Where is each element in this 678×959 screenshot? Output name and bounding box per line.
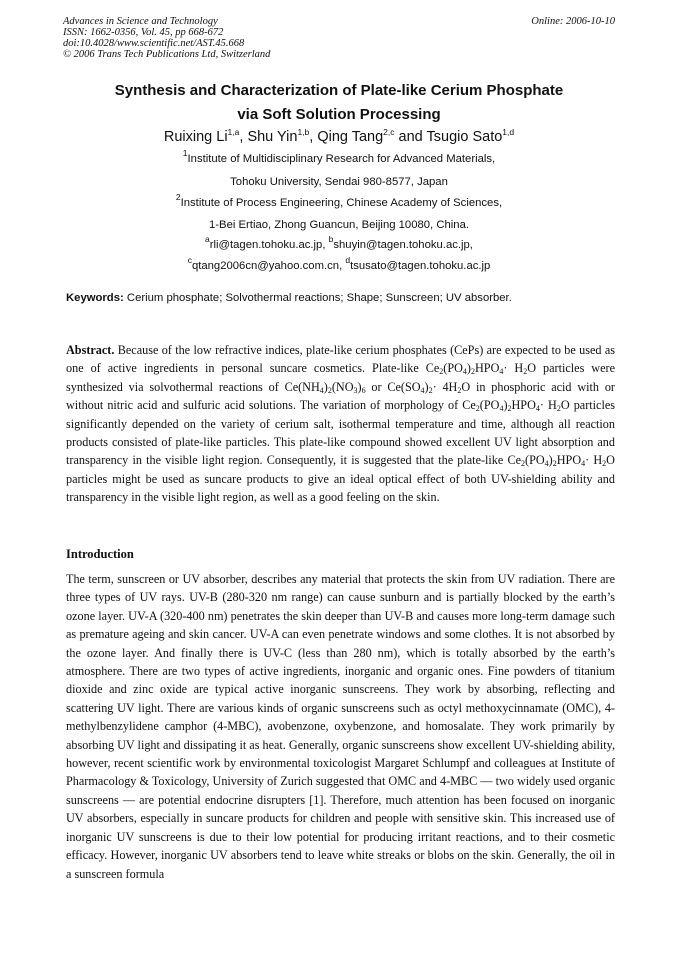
affiliation-1-line-1 xyxy=(40,148,638,165)
online-date: Online: 2006-10-10 xyxy=(531,16,615,27)
subscript: 6 xyxy=(361,385,366,395)
abstract-text: Because of the low refractive indices, plate-like cerium phosphates (CePs) are expected to be used as one of active ingredients in personal suncare cosmetics. Plate-like Ce xyxy=(66,343,615,376)
author-separator: , xyxy=(309,129,318,145)
affiliation-2-line-2: 1-Bei Ertiao, Zhong Guancun, Beijing 10080, China. xyxy=(209,219,469,231)
subscript: 2 xyxy=(602,459,607,469)
author-affiliation-mark: 1,d xyxy=(502,127,515,137)
subscript: 4 xyxy=(462,367,467,377)
email-mark: b xyxy=(328,234,334,244)
email-address: qtang2006cn@yahoo.com.cn, xyxy=(191,260,346,272)
abstract-text: O in phosphoric acid with or without nitric acid and sulfuric acid solutions. The variation of morphology of Ce xyxy=(66,379,615,413)
subscript: 4 xyxy=(499,404,504,414)
subscript: 2 xyxy=(556,404,561,414)
author-affiliation-mark: 1,a xyxy=(227,127,240,137)
subscript: 4 xyxy=(581,459,586,469)
subscript: 2 xyxy=(507,404,512,414)
subscript: 2 xyxy=(475,404,480,414)
paper-title-line-1: Synthesis and Characterization of Plate-like Cerium Phosphate xyxy=(114,82,564,99)
copyright: © 2006 Trans Tech Publications Ltd, Switzerland xyxy=(63,49,271,60)
subscript: 2 xyxy=(552,459,557,469)
paper-title-line-2: via Soft Solution Processing xyxy=(237,106,441,123)
email-address: tsusato@tagen.tohoku.ac.jp xyxy=(350,260,491,272)
abstract-text: O particles were synthesized via solvothermal reactions of Ce(NH xyxy=(66,361,615,394)
abstract-label: Abstract. xyxy=(66,343,115,357)
email-mark: d xyxy=(345,255,351,265)
abstract-text: ) xyxy=(466,361,471,376)
subscript: 2 xyxy=(428,385,433,395)
abstract-text: · 4H xyxy=(432,379,458,394)
abstract-text: (PO xyxy=(479,398,500,413)
introduction-text: The term, sunscreen or UV absorber, describes any material that protects the skin from UV radiation. There are three types of UV rays. UV-B (280-320 nm range) can cause sunburn and is partially blocked by the earth’s ozone layer. UV-A (320-400 nm) penetrates the skin deeper than UV-B and causes more long-term damage such as premature ageing and skin cancer. UV-A can even penetrate windows and some clothes. It is not absorbed by the ozone layer. And finally there is UV-C (less than 280 nm), which is totally absorbed by the earth’s atmosphere. There are two types of active ingredients, inorganic and organic ones. Fine powders of titanium dioxide and zinc oxide are typical active inorganic sunscreens. They work by absorbing, reflecting and scattering UV light. There are various kinds of organic sunscreens such as octyl methoxycinnamate (OMC), 4-methylbenzylidene camphor (4-MBC), avobenzone, oxybenzone, and homosalate. They work primarily by absorbing UV light and dissipating it as heat. Generally, organic sunscreens show excellent UV-shielding ability, however, recent scientific work by environmental toxicologist Margaret Schlumpf and colleagues at Institute of Pharmacology & Toxicology, University of Zurich suggested that OMC and 4-MBC — two widely used organic sunscreens — are potential endocrine disrupters [1]. Therefore, much attention has been focused on inorganic UV absorbers, especially in suncare products for children and people with sensitive skin. This increased use of inorganic UV sunscreens is due to their low potential for producing irritant reactions, and to their cosmetic efficacy. However, inorganic UV absorbers tend to leave white streaks or blobs on the skin. Generally, the oil in a sunscreen formula xyxy=(66,572,615,881)
keywords-text: Cerium phosphate; Solvothermal reactions; Shape; Sunscreen; UV absorber. xyxy=(123,292,512,304)
author-name: Ruixing Li xyxy=(163,129,228,145)
author-name: Tsugio Sato xyxy=(426,129,503,145)
abstract-text: (NO xyxy=(331,379,354,394)
author-separator: and xyxy=(394,129,427,145)
subscript: 2 xyxy=(457,385,462,395)
section-heading-introduction: Introduction xyxy=(66,547,134,561)
keywords xyxy=(66,292,626,304)
subscript: 2 xyxy=(327,385,332,395)
subscript: 2 xyxy=(439,367,444,377)
doi: doi:10.4028/www.scientific.net/AST.45.668 xyxy=(63,38,245,49)
abstract-text: · H xyxy=(585,453,603,468)
subscript: 2 xyxy=(523,367,528,377)
abstract-text: ) xyxy=(357,379,362,394)
abstract-text: · H xyxy=(503,361,524,376)
author-affiliation-mark: 2,c xyxy=(383,127,395,137)
subscript: 2 xyxy=(521,459,526,469)
journal-header xyxy=(63,16,615,60)
subscript: 3 xyxy=(353,385,358,395)
abstract-text: HPO xyxy=(556,453,582,468)
abstract-text: O particles might be used as suncare products to give an ideal optical effect of both UV-shielding ability and transparency in the visible light region, as well as a good feeling on the skin. xyxy=(66,453,615,505)
author-name: Shu Yin xyxy=(247,129,298,145)
issn: ISSN: 1662-0356, Vol. 45, pp 668-672 xyxy=(63,27,224,38)
affiliation-mark: 2 xyxy=(175,192,181,202)
affiliation-2-line-1 xyxy=(40,192,638,209)
affiliation-text: Institute of Multidisciplinary Research for Advanced Materials, xyxy=(187,153,496,165)
email-line-2 xyxy=(40,255,638,272)
abstract-text: HPO xyxy=(474,361,500,376)
subscript: 4 xyxy=(499,367,504,377)
subscript: 4 xyxy=(535,404,540,414)
abstract-text: ) xyxy=(503,398,508,413)
abstract-text: (PO xyxy=(443,361,463,376)
author-separator: , xyxy=(239,129,248,145)
email-address: rli@tagen.tohoku.ac.jp, xyxy=(209,239,329,251)
email-address: shuyin@tagen.tohoku.ac.jp, xyxy=(333,239,473,251)
abstract-text: (PO xyxy=(525,453,545,468)
affiliation-1-line-2: Tohoku University, Sendai 980-8577, Japan xyxy=(230,176,448,188)
journal-name: Advances in Science and Technology xyxy=(63,16,218,27)
email-mark: a xyxy=(205,234,210,244)
affiliation-mark: 1 xyxy=(182,148,188,158)
subscript: 4 xyxy=(420,385,425,395)
affiliation-text: Institute of Process Engineering, Chinese Academy of Sciences, xyxy=(180,197,503,209)
author-list xyxy=(40,129,638,145)
abstract-text: HPO xyxy=(511,398,536,413)
abstract-text: or Ce(SO xyxy=(365,379,421,394)
subscript: 4 xyxy=(544,459,549,469)
author-affiliation-mark: 1,b xyxy=(297,127,310,137)
subscript: 2 xyxy=(470,367,475,377)
abstract xyxy=(66,341,615,507)
email-mark: c xyxy=(187,255,192,265)
email-line-1 xyxy=(40,234,638,251)
abstract-text: ) xyxy=(424,379,429,394)
abstract-text: ) xyxy=(548,453,553,468)
author-name: Qing Tang xyxy=(317,129,384,145)
keywords-label: Keywords: xyxy=(66,292,124,304)
abstract-text: ) xyxy=(323,379,328,394)
subscript: 4 xyxy=(319,385,324,395)
abstract-text: O particles significantly depended on the variety of cerium salt, isothermal temperature and time, although all reaction products consisted of plate-like particles. This plate-like compound showed excellent UV light absorption and transparency in the visible light region. Consequently, it is suggested that the plate-like Ce xyxy=(66,398,615,468)
abstract-text: · H xyxy=(539,398,557,413)
